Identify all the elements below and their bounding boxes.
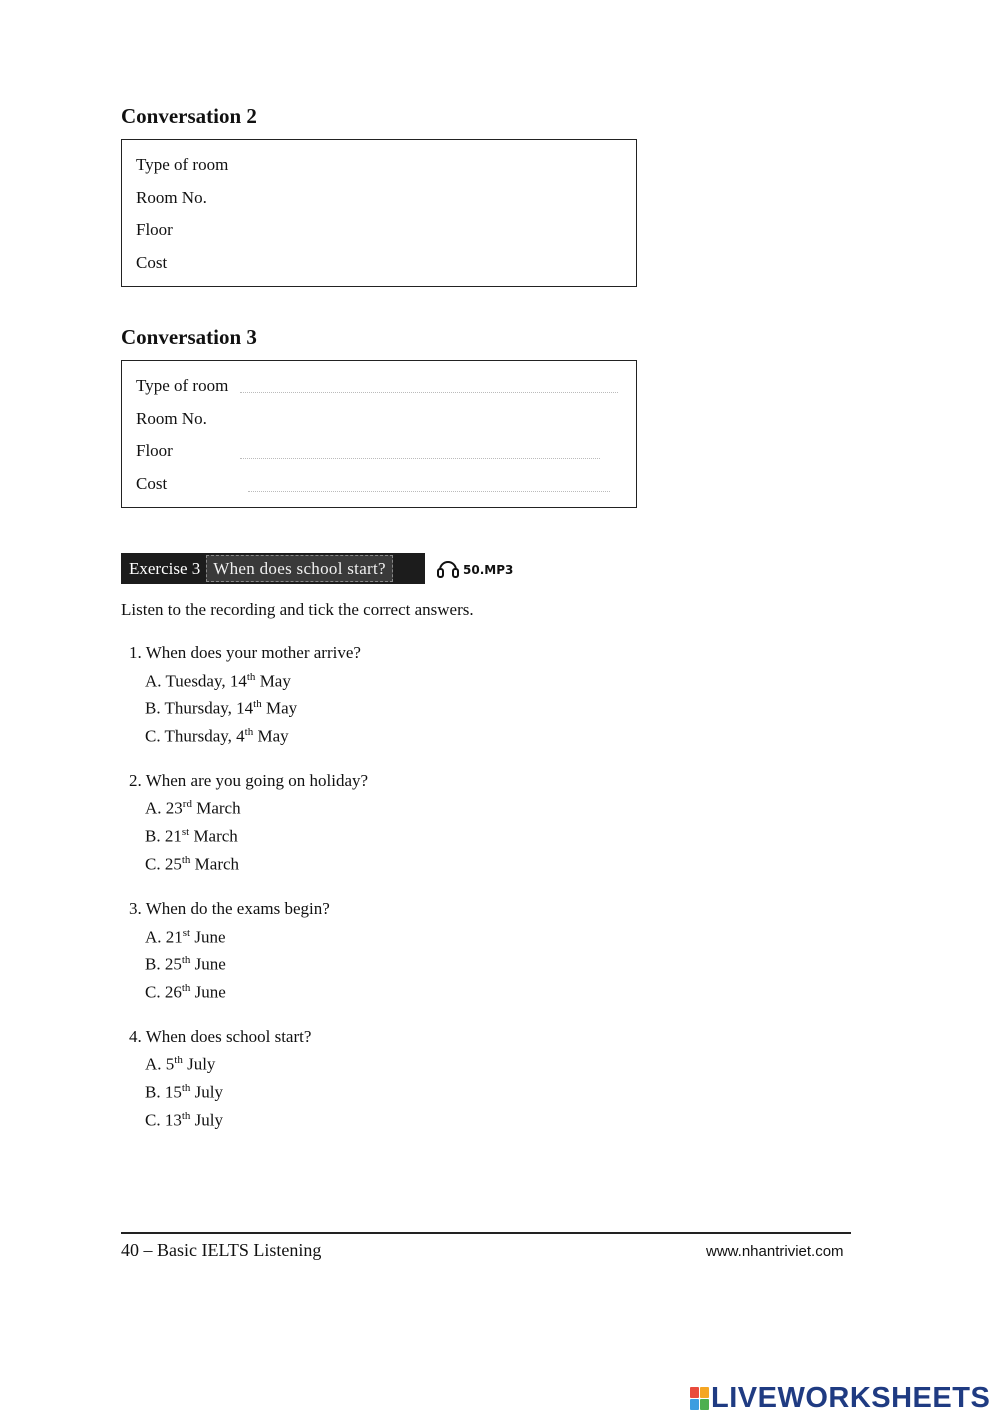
answer-line — [240, 391, 618, 393]
question-4: 4. When does school start? — [129, 1027, 312, 1046]
conversation-2-box — [121, 139, 637, 287]
logo-text: LIVEWORKSHEETS — [711, 1382, 991, 1414]
option-4c[interactable]: C. 13th July — [145, 1110, 223, 1130]
option-3b[interactable]: B. 25th June — [145, 954, 226, 974]
logo-tile — [700, 1387, 709, 1398]
option-1b[interactable]: B. Thursday, 14th May — [145, 698, 298, 718]
field-room-no: Room No. — [136, 188, 207, 207]
option-1a[interactable]: A. Tuesday, 14th May — [145, 671, 291, 691]
option-4a[interactable]: A. 5th July — [145, 1054, 216, 1074]
audio-track[interactable] — [436, 557, 513, 582]
instruction-text: Listen to the recording and tick the correct answers. — [121, 600, 474, 619]
option-2a[interactable]: A. 23rd March — [145, 798, 241, 818]
headphones-icon — [436, 557, 460, 582]
answer-line — [240, 457, 600, 459]
option-4b[interactable]: B. 15th July — [145, 1082, 223, 1102]
field-cost: Cost — [136, 253, 168, 272]
logo-tile — [700, 1399, 709, 1410]
question-3: 3. When do the exams begin? — [129, 899, 330, 918]
website-link[interactable]: www.nhantriviet.com — [706, 1243, 844, 1260]
option-3a[interactable]: A. 21st June — [145, 927, 226, 947]
field-floor: Floor — [136, 441, 173, 460]
option-2b[interactable]: B. 21st March — [145, 826, 238, 846]
conversation-3-title: Conversation 3 — [121, 325, 257, 349]
conversation-2-title: Conversation 2 — [121, 104, 257, 128]
logo-tiles-icon — [690, 1387, 709, 1410]
option-1c[interactable]: C. Thursday, 4th May — [145, 726, 289, 746]
field-type-of-room: Type of room — [136, 155, 229, 174]
logo-tile — [690, 1399, 699, 1410]
option-3c[interactable]: C. 26th June — [145, 982, 226, 1002]
page-label: 40 – Basic IELTS Listening — [121, 1240, 322, 1260]
liveworksheets-logo[interactable] — [690, 1382, 990, 1415]
audio-label: 50.MP3 — [463, 562, 514, 577]
field-cost: Cost — [136, 474, 168, 493]
exercise-title: When does school start? — [206, 555, 393, 582]
option-2c[interactable]: C. 25th March — [145, 854, 240, 874]
footer-divider — [121, 1232, 851, 1234]
exercise-number: Exercise 3 — [129, 559, 201, 578]
answer-line — [248, 490, 610, 492]
field-floor: Floor — [136, 220, 173, 239]
conversation-3-box — [121, 360, 637, 508]
field-type-of-room: Type of room — [136, 376, 229, 395]
exercise-banner — [121, 553, 425, 584]
question-1: 1. When does your mother arrive? — [129, 643, 361, 662]
question-2: 2. When are you going on holiday? — [129, 771, 369, 790]
field-room-no: Room No. — [136, 409, 207, 428]
logo-tile — [690, 1387, 699, 1398]
